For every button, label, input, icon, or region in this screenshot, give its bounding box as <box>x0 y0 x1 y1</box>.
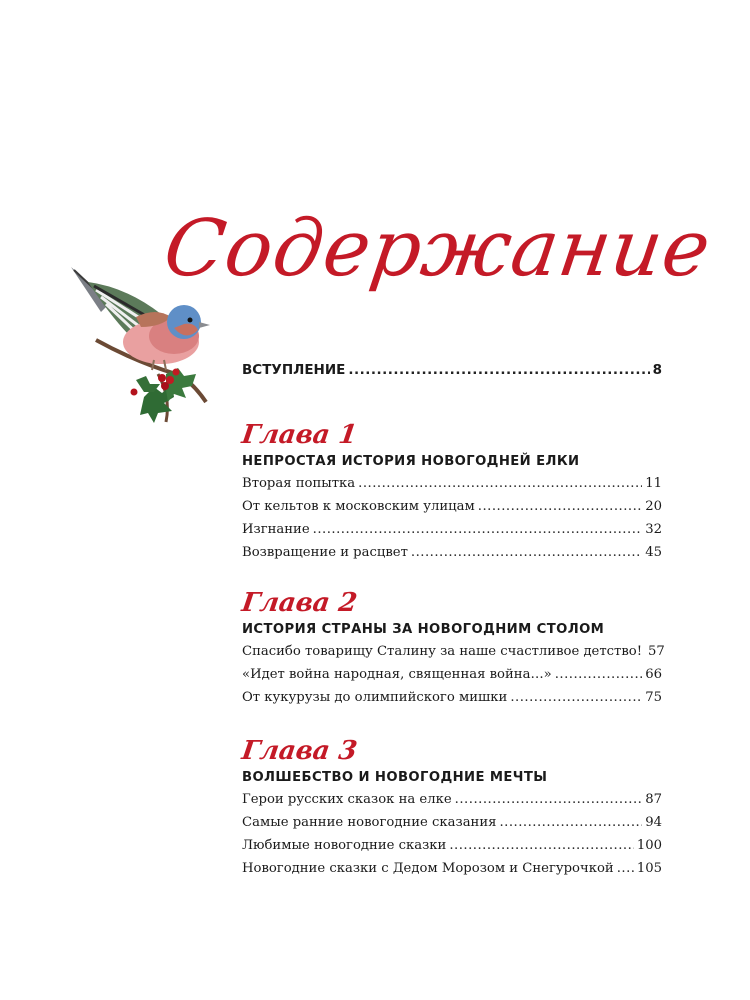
toc-entry-label: «Идет война народная, священная война…» <box>242 666 552 682</box>
chapter-label: Глава 2 <box>239 588 360 618</box>
toc-entry-label: Спасибо товарищу Сталину за наше счастливое детство! <box>242 644 643 659</box>
toc-leader-dots <box>313 522 643 538</box>
chapter-3-section <box>239 736 662 876</box>
toc-entry[interactable] <box>242 667 662 683</box>
chapter-title: ИСТОРИЯ СТРАНЫ ЗА НОВОГОДНИМ СТОЛОМ <box>242 622 605 637</box>
toc-entry-label: Любимые новогодние сказки <box>242 837 447 853</box>
toc-entry-label: От кельтов к московским улицам <box>242 498 475 514</box>
chapter-label: Глава 1 <box>239 420 360 450</box>
toc-leader-dots <box>348 362 649 378</box>
toc-entry-label: Герои русских сказок на елке <box>242 792 452 807</box>
toc-entry-page: 45 <box>645 544 662 560</box>
chapter-2-section <box>239 588 665 706</box>
toc-entry-page: 94 <box>645 814 662 830</box>
toc-entry[interactable] <box>242 690 662 706</box>
toc-leader-dots <box>478 499 642 515</box>
toc-entry[interactable] <box>242 792 662 808</box>
chaffinch-holly-illustration <box>66 262 216 427</box>
toc-entry-label: Вторая попытка <box>242 476 356 491</box>
toc-entry-label: Изгнание <box>242 521 310 537</box>
toc-entry-page: 66 <box>645 666 662 682</box>
toc-leader-dots <box>411 545 642 561</box>
toc-entry-page: 8 <box>652 362 662 378</box>
toc-entry-label: Новогодние сказки с Дедом Морозом и Снегурочкой <box>242 860 614 876</box>
toc-leader-dots <box>510 690 642 706</box>
toc-leader-dots <box>617 861 634 877</box>
toc-leader-dots <box>449 838 634 854</box>
toc-entry-label: ВСТУПЛЕНИЕ <box>242 362 346 378</box>
chapter-1-section <box>239 420 662 560</box>
toc-entry[interactable] <box>242 499 662 515</box>
chapter-label: Глава 3 <box>239 736 360 766</box>
toc-entry-page: 100 <box>636 837 662 853</box>
toc-leader-dots <box>499 815 642 831</box>
toc-entry-page: 105 <box>636 860 662 876</box>
toc-entry[interactable] <box>242 861 662 877</box>
toc-entry-intro[interactable] <box>242 362 662 378</box>
toc-entry[interactable] <box>242 476 662 492</box>
toc-leader-dots <box>358 476 642 492</box>
toc-entry-page: 32 <box>645 521 662 537</box>
page-title: Содержание <box>158 204 717 295</box>
chapter-title: НЕПРОСТАЯ ИСТОРИЯ НОВОГОДНЕЙ ЕЛКИ <box>242 454 580 469</box>
chapter-title: ВОЛШЕБСТВО И НОВОГОДНИЕ МЕЧТЫ <box>242 770 548 785</box>
toc-entry-page: 57 <box>648 644 665 659</box>
toc-leader-dots <box>455 792 643 808</box>
toc-entry-label: От кукурузы до олимпийского мишки <box>242 689 508 705</box>
toc-entry[interactable] <box>242 545 662 561</box>
toc-entry-page: 75 <box>645 689 662 705</box>
toc-entry-label: Возвращение и расцвет <box>242 544 408 560</box>
toc-entry[interactable] <box>242 815 662 831</box>
toc-entry-page: 20 <box>645 498 662 514</box>
toc-entry[interactable] <box>242 644 665 660</box>
table-of-contents <box>242 362 662 378</box>
toc-entry[interactable] <box>242 838 662 854</box>
toc-leader-dots <box>555 667 643 683</box>
toc-entry-page: 11 <box>645 476 662 491</box>
toc-entry[interactable] <box>242 522 662 538</box>
toc-entry-page: 87 <box>645 792 662 807</box>
toc-entry-label: Самые ранние новогодние сказания <box>242 814 497 830</box>
